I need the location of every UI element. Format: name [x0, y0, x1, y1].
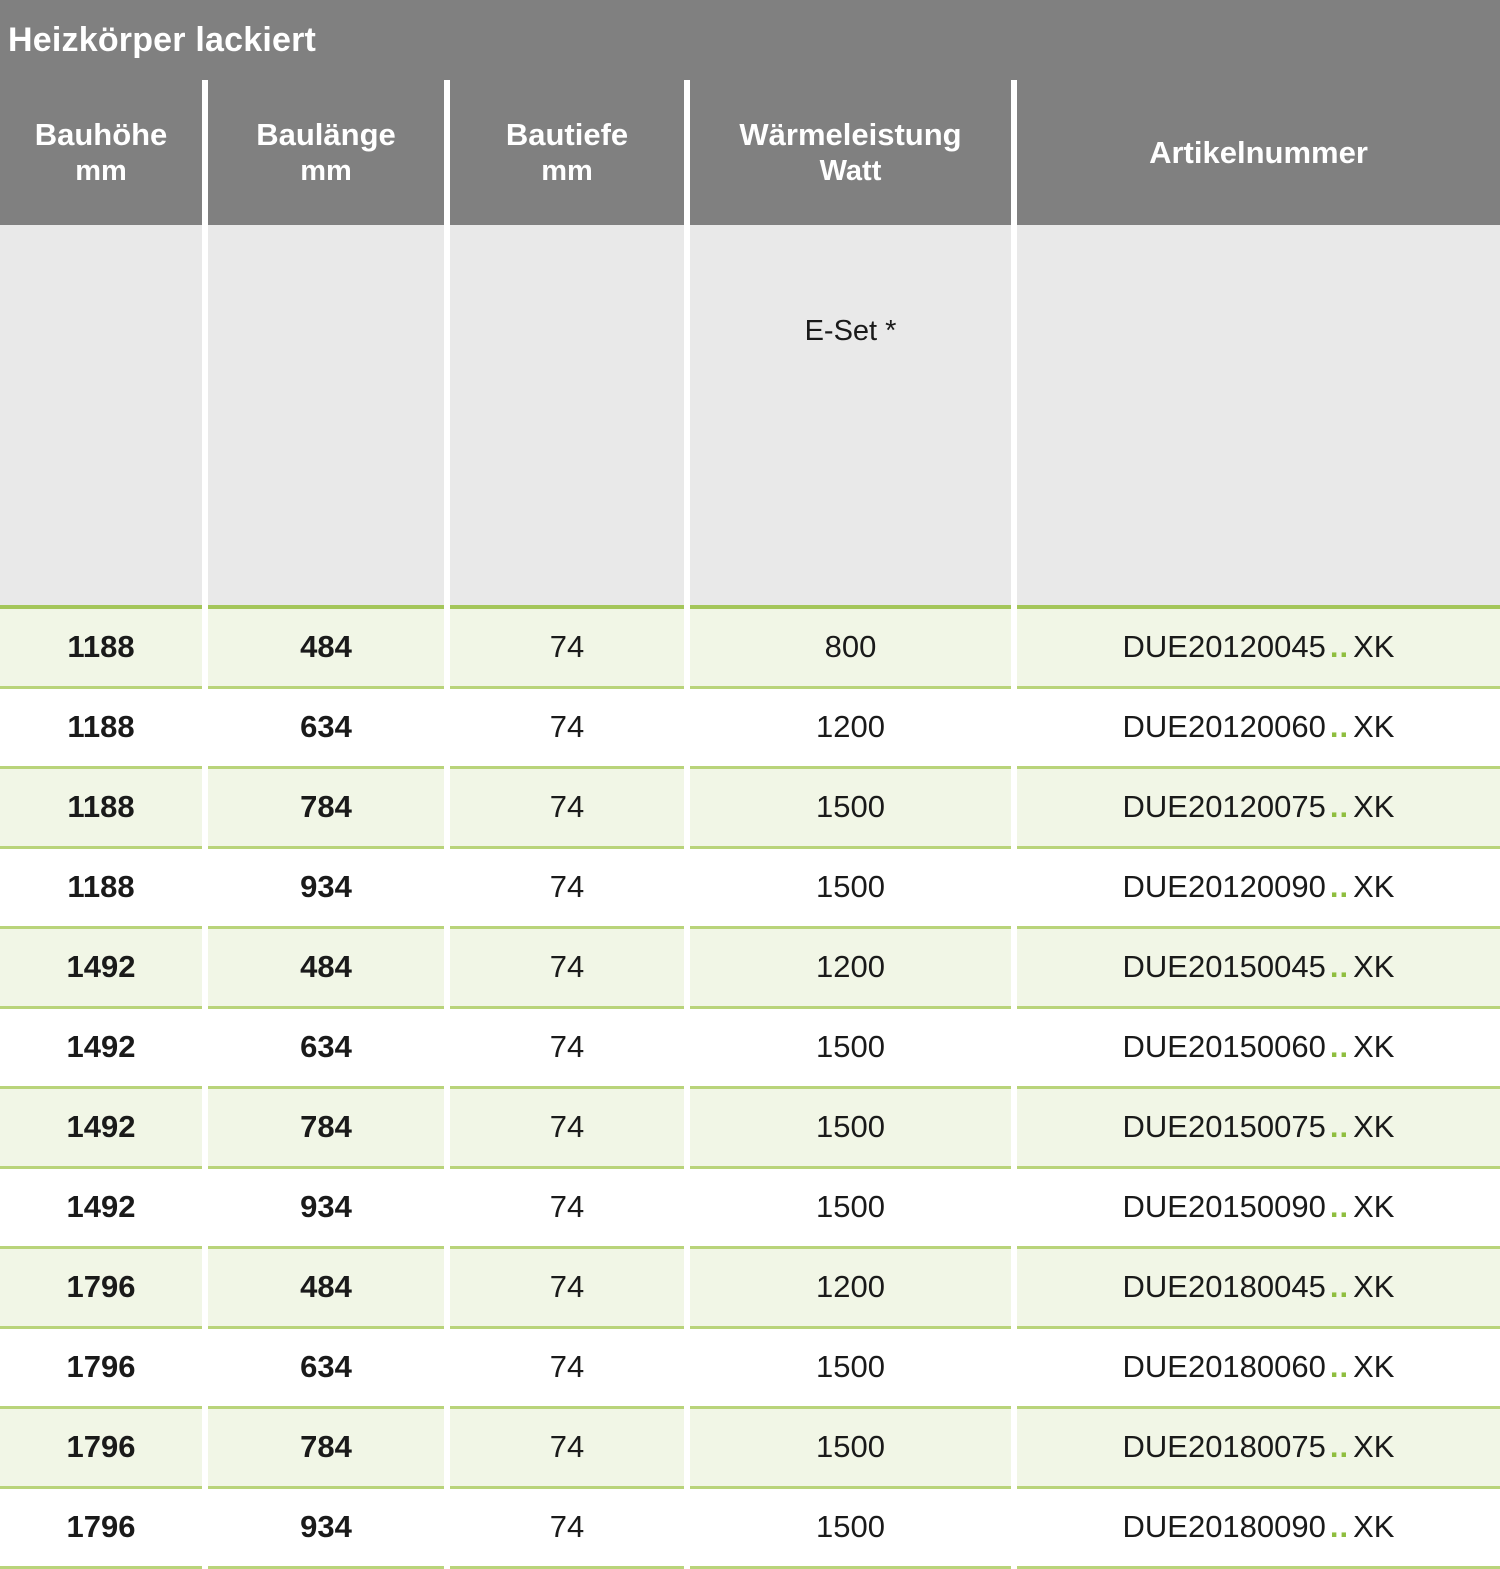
table-row — [0, 1087, 1500, 1167]
cell-baulaenge: 634 — [205, 1327, 447, 1407]
artikelnummer-suffix: XK — [1353, 1509, 1395, 1544]
table-row — [0, 687, 1500, 767]
artikelnummer-suffix: XK — [1353, 1349, 1395, 1384]
artikelnummer-placeholder-dots: .. — [1329, 709, 1350, 744]
cell-artikelnummer — [1014, 847, 1500, 927]
cell-bautiefe: 74 — [447, 927, 687, 1007]
artikelnummer-placeholder-dots: .. — [1329, 1349, 1350, 1384]
artikelnummer-placeholder-dots: .. — [1329, 1509, 1350, 1544]
cell-baulaenge: 484 — [205, 927, 447, 1007]
column-header-waermeleistung-unit: Watt — [819, 155, 882, 187]
cell-bauhoehe: 1796 — [0, 1407, 205, 1487]
cell-bauhoehe: 1796 — [0, 1487, 205, 1567]
artikelnummer-suffix: XK — [1353, 1429, 1395, 1464]
cell-baulaenge: 784 — [205, 1087, 447, 1167]
artikelnummer-placeholder-dots: .. — [1329, 1189, 1350, 1224]
table-row — [0, 1327, 1500, 1407]
column-header-bauhoehe-label: Bauhöhe — [34, 117, 168, 152]
cell-artikelnummer — [1014, 687, 1500, 767]
cell-bautiefe: 74 — [447, 687, 687, 767]
artikelnummer-prefix: DUE20120060 — [1122, 709, 1326, 744]
table-row — [0, 767, 1500, 847]
artikelnummer-suffix: XK — [1353, 709, 1395, 744]
cell-baulaenge: 934 — [205, 1487, 447, 1567]
cell-bautiefe: 74 — [447, 1167, 687, 1247]
cell-waermeleistung: 1500 — [687, 1487, 1014, 1567]
artikelnummer-prefix: DUE20180060 — [1122, 1349, 1326, 1384]
artikelnummer-prefix: DUE20180075 — [1122, 1429, 1326, 1464]
cell-bauhoehe: 1492 — [0, 1007, 205, 1087]
column-header-waermeleistung — [687, 80, 1014, 225]
cell-bautiefe: 74 — [447, 1007, 687, 1087]
table-row — [0, 927, 1500, 1007]
table-row — [0, 1007, 1500, 1087]
cell-artikelnummer — [1014, 1167, 1500, 1247]
subheader-cell-artikelnummer — [1014, 225, 1500, 607]
artikelnummer-placeholder-dots: .. — [1329, 1029, 1350, 1064]
cell-waermeleistung: 800 — [687, 607, 1014, 687]
table-row — [0, 1247, 1500, 1327]
artikelnummer-prefix: DUE20120075 — [1122, 789, 1326, 824]
artikelnummer-placeholder-dots: .. — [1329, 629, 1350, 665]
column-header-bauhoehe — [0, 80, 205, 225]
cell-bauhoehe: 1188 — [0, 607, 205, 687]
artikelnummer-suffix: XK — [1353, 1109, 1395, 1144]
cell-waermeleistung: 1200 — [687, 687, 1014, 767]
table-body — [0, 607, 1500, 1567]
table-row — [0, 1167, 1500, 1247]
table-header-row — [0, 80, 1500, 225]
table-subheader — [0, 225, 1500, 607]
artikelnummer-prefix: DUE20180090 — [1122, 1509, 1326, 1544]
subheader-cell-bautiefe — [447, 225, 687, 607]
artikelnummer-placeholder-dots: .. — [1329, 1269, 1350, 1304]
artikelnummer-suffix: XK — [1353, 949, 1395, 984]
artikelnummer-placeholder-dots: .. — [1329, 1109, 1350, 1144]
cell-bauhoehe: 1492 — [0, 927, 205, 1007]
cell-artikelnummer — [1014, 1407, 1500, 1487]
cell-waermeleistung: 1500 — [687, 1407, 1014, 1487]
column-header-artikelnummer — [1014, 80, 1500, 225]
cell-bautiefe: 74 — [447, 1247, 687, 1327]
cell-bautiefe: 74 — [447, 1407, 687, 1487]
artikelnummer-suffix: XK — [1353, 789, 1395, 824]
cell-bauhoehe: 1492 — [0, 1087, 205, 1167]
column-header-baulaenge-unit: mm — [300, 155, 352, 187]
table-row — [0, 1487, 1500, 1567]
cell-bautiefe: 74 — [447, 767, 687, 847]
cell-baulaenge: 634 — [205, 1007, 447, 1087]
cell-baulaenge: 934 — [205, 847, 447, 927]
cell-artikelnummer — [1014, 607, 1500, 687]
page-title: Heizkörper lackiert — [8, 21, 317, 59]
artikelnummer-placeholder-dots: .. — [1329, 949, 1350, 984]
artikelnummer-placeholder-dots: .. — [1329, 789, 1350, 824]
table-row — [0, 847, 1500, 927]
cell-waermeleistung: 1500 — [687, 1327, 1014, 1407]
cell-bauhoehe: 1188 — [0, 847, 205, 927]
cell-waermeleistung: 1500 — [687, 767, 1014, 847]
artikelnummer-placeholder-dots: .. — [1329, 1429, 1350, 1464]
artikelnummer-prefix: DUE20180045 — [1122, 1269, 1326, 1304]
artikelnummer-prefix: DUE20150090 — [1122, 1189, 1326, 1224]
artikelnummer-prefix: DUE20150045 — [1122, 949, 1326, 984]
column-header-baulaenge — [205, 80, 447, 225]
cell-waermeleistung: 1500 — [687, 1087, 1014, 1167]
cell-bauhoehe: 1188 — [0, 687, 205, 767]
column-header-bautiefe — [447, 80, 687, 225]
table-row — [0, 607, 1500, 687]
cell-bautiefe: 74 — [447, 1327, 687, 1407]
cell-baulaenge: 484 — [205, 1247, 447, 1327]
subheader-cell-bauhoehe — [0, 225, 205, 607]
cell-artikelnummer — [1014, 1487, 1500, 1567]
cell-bautiefe: 74 — [447, 1487, 687, 1567]
cell-bautiefe: 74 — [447, 607, 687, 687]
cell-artikelnummer — [1014, 767, 1500, 847]
cell-waermeleistung: 1200 — [687, 927, 1014, 1007]
artikelnummer-prefix: DUE20120045 — [1122, 629, 1326, 665]
artikelnummer-suffix: XK — [1353, 1029, 1395, 1064]
artikelnummer-suffix: XK — [1353, 629, 1395, 665]
cell-artikelnummer — [1014, 1327, 1500, 1407]
cell-waermeleistung: 1500 — [687, 847, 1014, 927]
cell-bauhoehe: 1796 — [0, 1327, 205, 1407]
table-title-bar — [0, 0, 1500, 80]
artikelnummer-suffix: XK — [1353, 1269, 1395, 1304]
cell-waermeleistung: 1500 — [687, 1007, 1014, 1087]
artikelnummer-prefix: DUE20150075 — [1122, 1109, 1326, 1144]
cell-baulaenge: 484 — [205, 607, 447, 687]
cell-waermeleistung: 1200 — [687, 1247, 1014, 1327]
cell-bautiefe: 74 — [447, 847, 687, 927]
artikelnummer-prefix: DUE20120090 — [1122, 869, 1326, 904]
artikelnummer-suffix: XK — [1353, 1189, 1395, 1224]
cell-baulaenge: 634 — [205, 687, 447, 767]
column-header-waermeleistung-label: Wärmeleistung — [739, 117, 962, 152]
cell-bauhoehe: 1188 — [0, 767, 205, 847]
cell-artikelnummer — [1014, 927, 1500, 1007]
artikelnummer-placeholder-dots: .. — [1329, 869, 1350, 904]
cell-baulaenge: 784 — [205, 1407, 447, 1487]
table-header — [0, 80, 1500, 225]
column-header-bautiefe-unit: mm — [541, 155, 593, 187]
cell-baulaenge: 784 — [205, 767, 447, 847]
column-header-artikelnummer-label: Artikelnummer — [1149, 134, 1368, 170]
cell-artikelnummer — [1014, 1247, 1500, 1327]
cell-artikelnummer — [1014, 1007, 1500, 1087]
artikelnummer-prefix: DUE20150060 — [1122, 1029, 1326, 1064]
cell-waermeleistung: 1500 — [687, 1167, 1014, 1247]
radiator-spec-table — [0, 80, 1500, 1569]
cell-bautiefe: 74 — [447, 1087, 687, 1167]
cell-baulaenge: 934 — [205, 1167, 447, 1247]
column-header-baulaenge-label: Baulänge — [256, 117, 396, 152]
table-row — [0, 1407, 1500, 1487]
cell-bauhoehe: 1796 — [0, 1247, 205, 1327]
artikelnummer-suffix: XK — [1353, 869, 1395, 904]
column-header-bauhoehe-unit: mm — [75, 155, 127, 187]
column-header-bautiefe-label: Bautiefe — [505, 117, 629, 152]
subheader-row — [0, 225, 1500, 607]
cell-artikelnummer — [1014, 1087, 1500, 1167]
subheader-cell-eset: E-Set * — [687, 225, 1014, 607]
cell-bauhoehe: 1492 — [0, 1167, 205, 1247]
subheader-cell-baulaenge — [205, 225, 447, 607]
